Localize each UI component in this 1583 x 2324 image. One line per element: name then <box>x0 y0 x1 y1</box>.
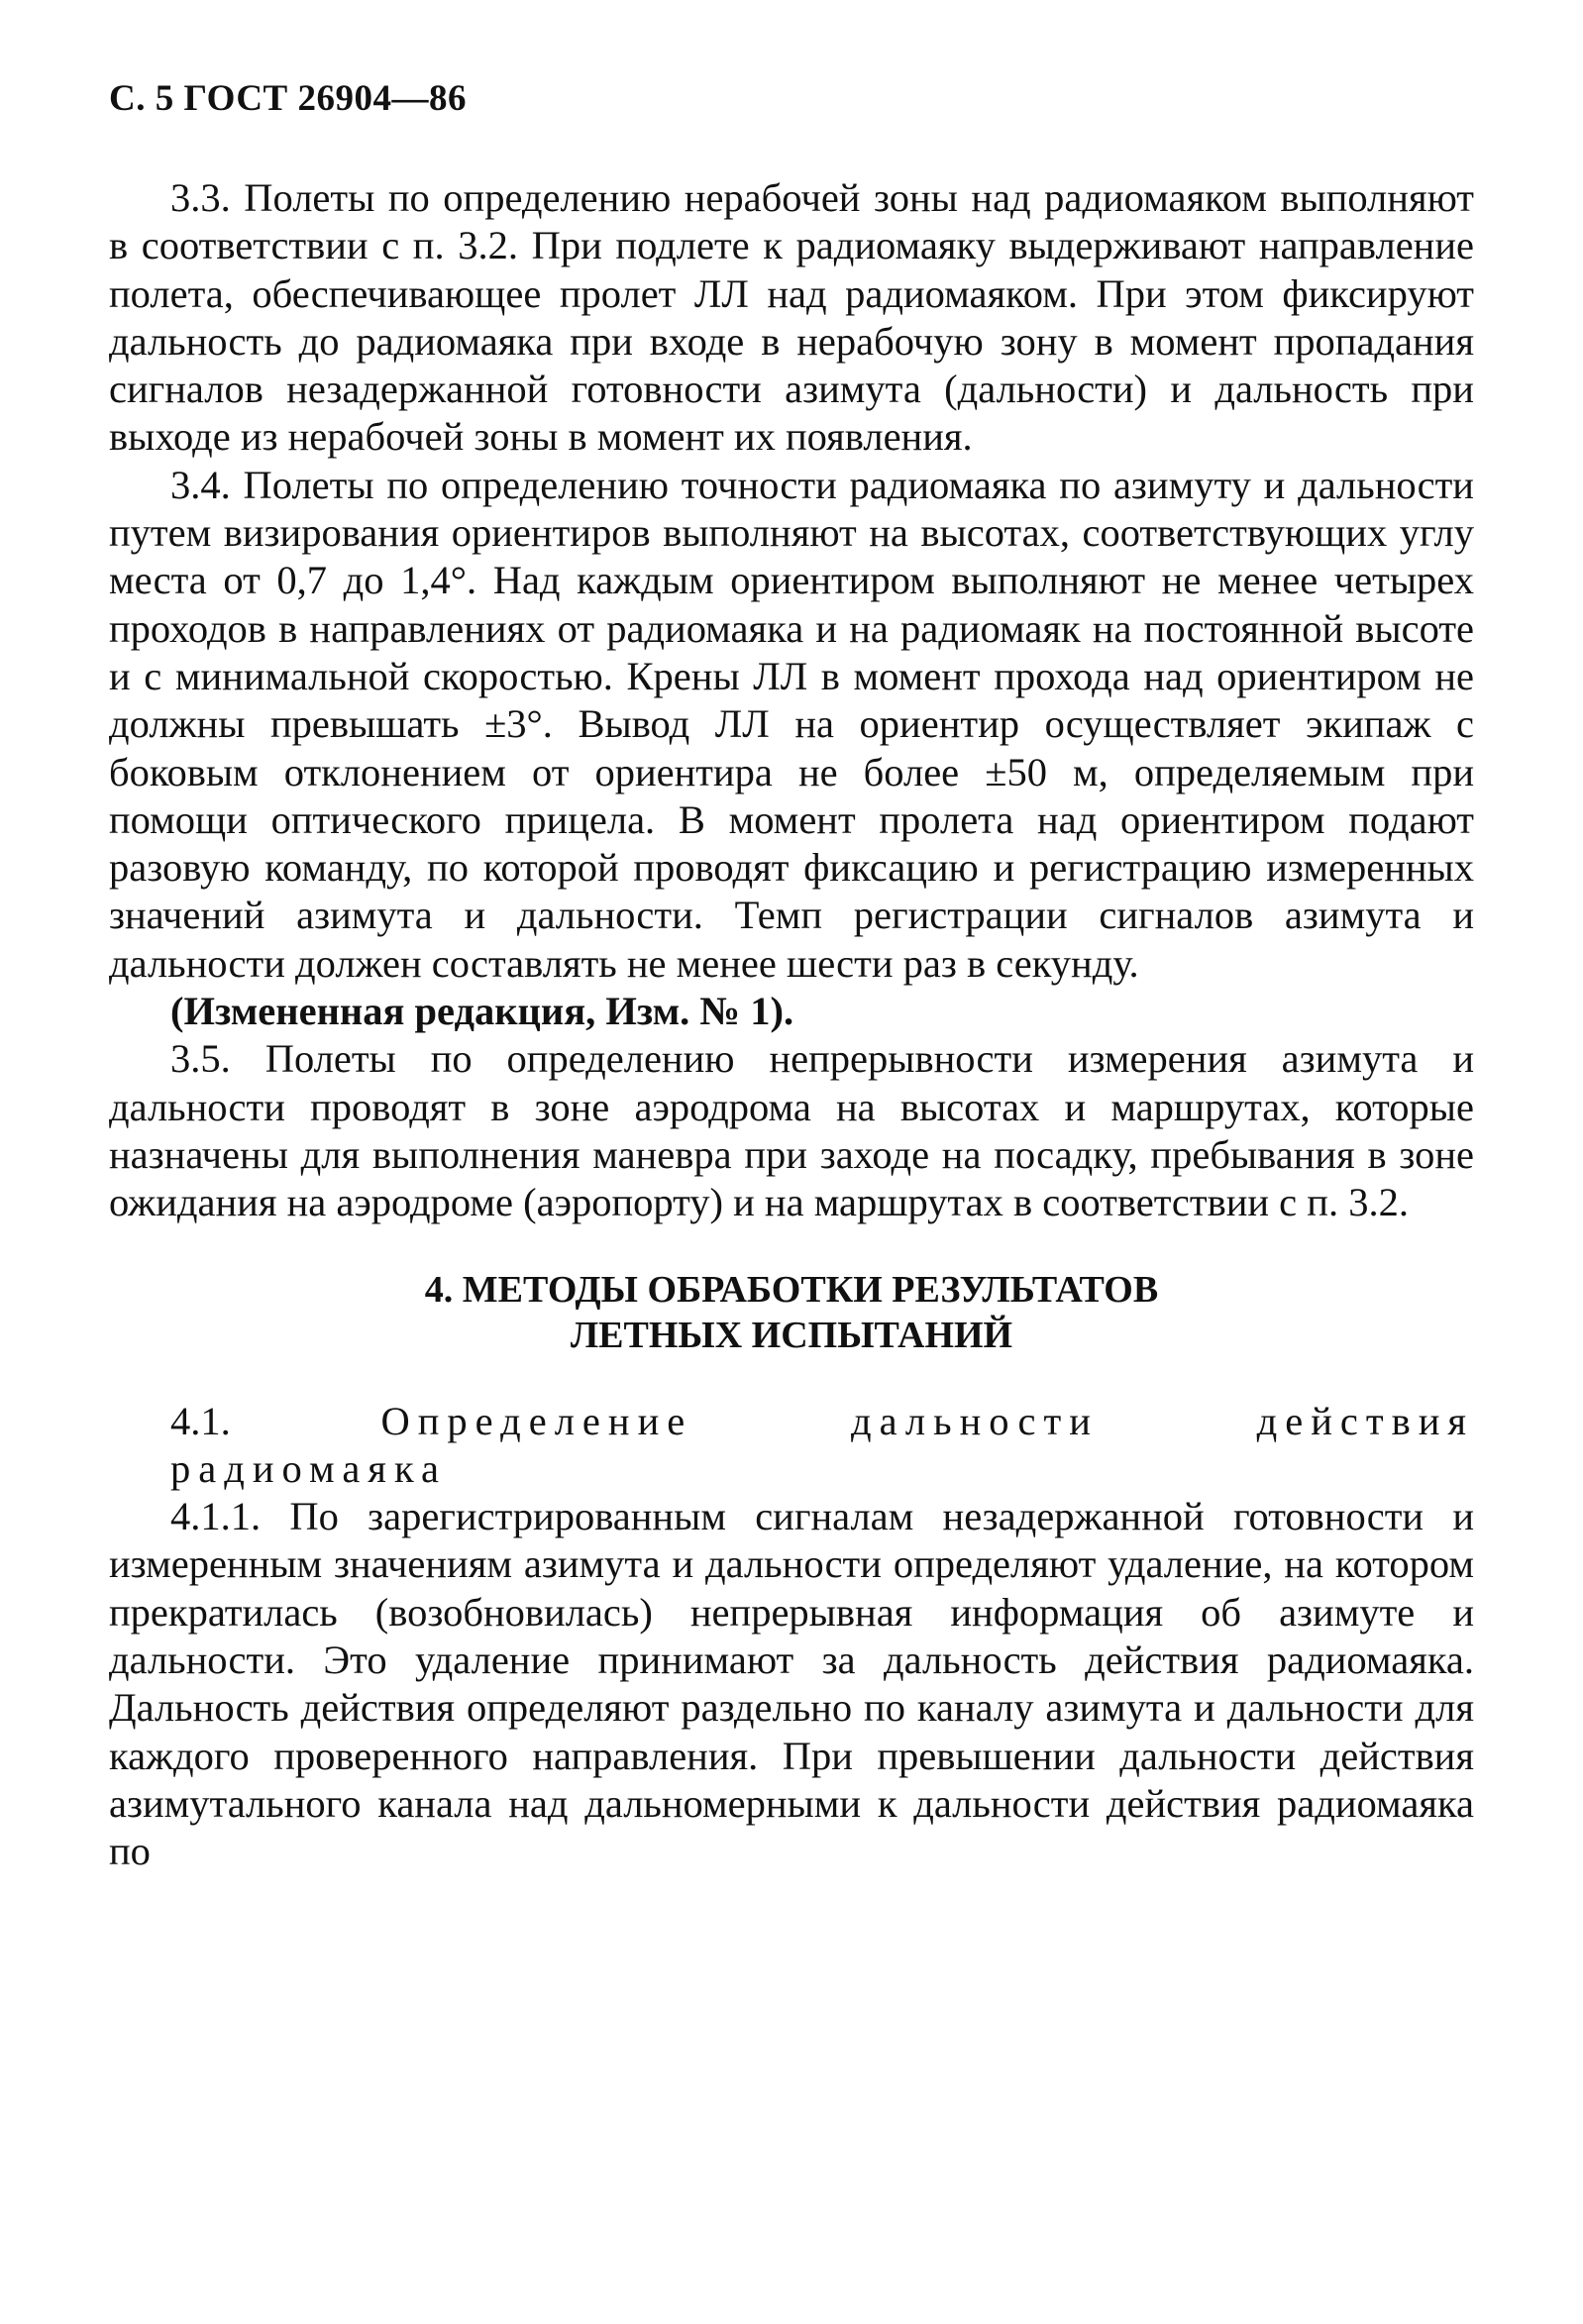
paragraph-3-5: 3.5. Полеты по определению непрерывности измерения азимута и дальности проводят в зоне аэродрома на высотах и маршрутах, которые назначены для выполнения маневра при заходе на посадку, пребывания в зоне ожидания на аэродроме (аэропорту) и на маршрутах в соответствии с п. 3.2. <box>109 1036 1474 1225</box>
section-4-title-line2: ЛЕТНЫХ ИСПЫТАНИЙ <box>570 1314 1013 1356</box>
amendment-note: (Измененная редакция, Изм. № 1). <box>170 989 794 1034</box>
paragraph-3-3: 3.3. Полеты по определению нерабочей зоны над радиомаяком выполняют в соответствии с п. 3.2. При подлете к радиомаяку выдерживают направление полета, обеспечивающее пролет ЛЛ над радиомаяком. При этом фиксируют дальность до радиомаяка при входе в нерабочую зону в момент пропадания сигналов незадержанной готовности азимута (дальности) и дальность при выходе из нерабочей зоны в момент их появления. <box>109 175 1474 460</box>
section-4-title <box>109 1267 1474 1358</box>
paragraph-3-4: 3.4. Полеты по определению точности радиомаяка по азимуту и дальности путем визирования ориентиров выполняют на высотах, соответствующих углу места от 0,7 до 1,4°. Над каждым ориентиром выполняют не менее четырех проходов в направлениях от радиомаяка и на радиомаяк на постоянной высоте и с минимальной скоростью. Крены ЛЛ в момент прохода над ориентиром не должны превышать ±3°. Вывод ЛЛ на ориентир осуществляет экипаж с боковым отклонением от ориентира не более ±50 м, определяемым при помощи оптического прицела. В момент пролета над ориентиром подают разовую команду, по которой проводят фиксацию и регистрацию измеренных значений азимута и дальности. Темп регистрации сигналов азимута и дальности должен составлять не менее шести раз в секунду. <box>109 462 1474 986</box>
subsection-4-1-title: Определение дальности действия <box>380 1398 1474 1443</box>
subsection-4-1-title-cont: радиомаяка <box>170 1445 447 1491</box>
paragraph-4-1-1: 4.1.1. По зарегистрированным сигналам незадержанной готовности и измеренным значениям азимута и дальности определяют удаление, на котором прекратилась (возобновилась) непрерывная информация об азимуте и дальности. Это удаление принимают за дальность действия радиомаяка. Дальность действия определяют раздельно по каналу азимута и дальности для каждого проверенного направления. При превышении дальности действия азимутального канала над дальномерными к дальности действия радиомаяка по <box>109 1494 1474 1874</box>
subsection-4-1-number: 4.1. <box>170 1398 231 1443</box>
subsection-4-1-heading <box>109 1398 1474 1445</box>
section-4-title-line1: 4. МЕТОДЫ ОБРАБОТКИ РЕЗУЛЬТАТОВ <box>424 1268 1159 1311</box>
page-header: С. 5 ГОСТ 26904—86 <box>109 78 467 119</box>
page-content <box>109 174 1474 1876</box>
